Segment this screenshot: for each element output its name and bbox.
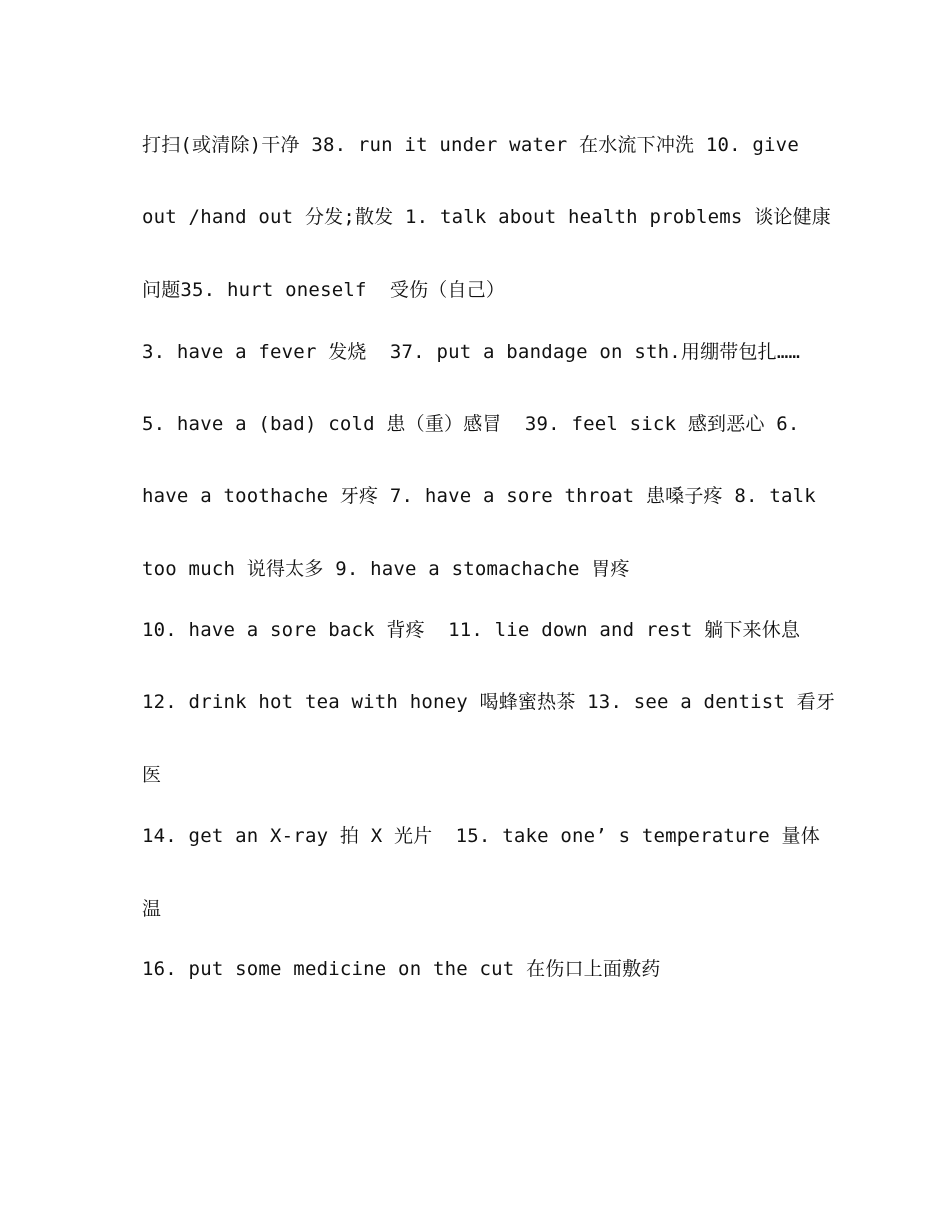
text-line: 3. have a fever 发烧 37. put a bandage on sth.用绷带包扎…… xyxy=(142,341,801,363)
text-line: 12. drink hot tea with honey 喝蜂蜜热茶 13. see a dentist 看牙 xyxy=(142,691,836,713)
text-line: 16. put some medicine on the cut 在伤口上面敷药 xyxy=(142,958,661,980)
text-line: 问题35. hurt oneself 受伤（自己） xyxy=(142,279,506,301)
text-line: out /hand out 分发;散发 1. talk about health problems 谈论健康 xyxy=(142,206,831,228)
text-line: 打扫(或清除)干净 38. run it under water 在水流下冲洗 10. give xyxy=(142,134,799,156)
text-line: 医 xyxy=(142,764,162,786)
text-line: have a toothache 牙疼 7. have a sore throat 患嗓子疼 8. talk xyxy=(142,485,816,507)
text-line: 5. have a (bad) cold 患（重）感冒 39. feel sick 感到恶心 6. xyxy=(142,413,800,435)
text-line: 温 xyxy=(142,898,162,920)
text-line: 10. have a sore back 背疼 11. lie down and rest 躺下来休息 xyxy=(142,619,801,641)
text-line: too much 说得太多 9. have a stomachache 胃疼 xyxy=(142,558,630,580)
text-line: 14. get an X-ray 拍 X 光片 15. take one’ s temperature 量体 xyxy=(142,825,820,847)
